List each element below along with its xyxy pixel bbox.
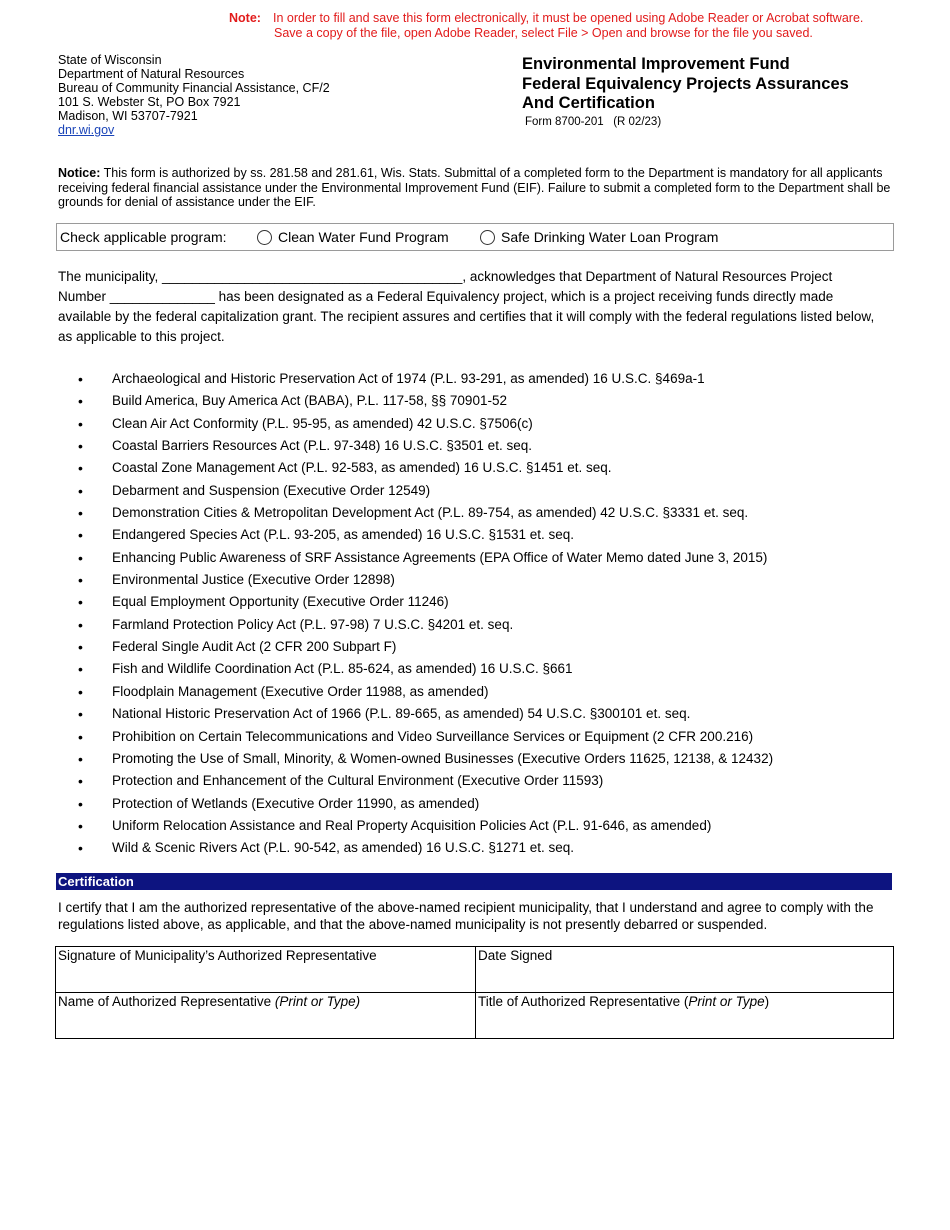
- regulation-item: [75, 480, 915, 502]
- clean-water-radio[interactable]: [257, 229, 449, 245]
- form-number: Form 8700-201 (R 02/23): [525, 116, 662, 128]
- agency-address: [58, 53, 330, 137]
- bullet-icon: •: [78, 683, 83, 700]
- agency-state: State of Wisconsin: [58, 53, 162, 67]
- notice-label: Notice:: [58, 166, 101, 180]
- regulation-text: Demonstration Cities & Metropolitan Development Act (P.L. 89-754, as amended) 42 U.S.C. §3331 et. seq.: [112, 505, 749, 521]
- regulation-item: [75, 658, 915, 680]
- bullet-icon: •: [78, 393, 83, 410]
- form-title: [522, 55, 849, 114]
- note-line-1: In order to fill and save this form electronically, it must be opened using Adobe Reader or Acrobat software.: [273, 11, 864, 25]
- bullet-icon: •: [78, 773, 83, 790]
- title-line-3: And Certification: [522, 94, 655, 112]
- regulation-item: [75, 815, 915, 837]
- project-number-blank[interactable]: ______________: [109, 289, 215, 304]
- bullet-icon: •: [78, 572, 83, 589]
- bullet-icon: •: [78, 840, 83, 857]
- certification-text: I certify that I am the authorized representative of the above-named recipient municipality, that I understand and agree to comply with the regulations listed above, as applicable, and that the above-named municipality is not presently debarred or suspended.: [58, 900, 874, 932]
- regulation-text: Wild & Scenic Rivers Act (P.L. 90-542, as amended) 16 U.S.C. §1271 et. seq.: [112, 840, 574, 856]
- safe-drinking-water-label: Safe Drinking Water Loan Program: [501, 229, 719, 245]
- regulation-item: [75, 793, 915, 815]
- bullet-icon: •: [78, 616, 83, 633]
- regulation-item: [75, 435, 915, 457]
- bullet-icon: •: [78, 639, 83, 656]
- program-label: Check applicable program:: [60, 229, 227, 245]
- regulation-text: Debarment and Suspension (Executive Order 12549): [112, 482, 431, 498]
- regulation-item: [75, 547, 915, 569]
- representative-name-field[interactable]: [56, 993, 476, 1039]
- agency-city: Madison, WI 53707-7921: [58, 109, 198, 123]
- clean-water-label: Clean Water Fund Program: [278, 229, 449, 245]
- regulations-list: [75, 368, 915, 860]
- bullet-icon: •: [78, 505, 83, 522]
- program-selection: [56, 223, 894, 251]
- regulation-item: [75, 524, 915, 546]
- bullet-icon: •: [78, 527, 83, 544]
- regulation-text: Endangered Species Act (P.L. 93-205, as amended) 16 U.S.C. §1531 et. seq.: [112, 527, 575, 543]
- notice-paragraph: [58, 166, 898, 210]
- regulation-text: Floodplain Management (Executive Order 11988, as amended): [112, 683, 489, 699]
- radio-circle-icon[interactable]: [480, 230, 495, 245]
- name-label: Name of Authorized Representative: [58, 994, 275, 1009]
- regulation-text: Archaeological and Historic Preservation Act of 1974 (P.L. 93-291, as amended) 16 U.S.C. §469a-1: [112, 371, 705, 386]
- regulation-item: [75, 726, 915, 748]
- bullet-icon: •: [78, 438, 83, 455]
- bullet-icon: •: [78, 795, 83, 812]
- bullet-icon: •: [78, 594, 83, 611]
- regulation-text: Coastal Barriers Resources Act (P.L. 97-348) 16 U.S.C. §3501 et. seq.: [112, 438, 532, 454]
- regulation-item: [75, 591, 915, 613]
- regulation-item: [75, 457, 915, 479]
- radio-circle-icon[interactable]: [257, 230, 272, 245]
- bullet-icon: •: [78, 750, 83, 767]
- agency-street: 101 S. Webster St, PO Box 7921: [58, 95, 241, 109]
- regulation-item: [75, 368, 915, 390]
- regulation-item: [75, 502, 915, 524]
- regulation-item: [75, 703, 915, 725]
- bullet-icon: •: [78, 460, 83, 477]
- bullet-icon: •: [78, 415, 83, 432]
- title-line-2: Federal Equivalency Projects Assurances: [522, 74, 849, 93]
- signature-field[interactable]: [56, 947, 476, 993]
- certification-heading: Certification: [58, 874, 134, 889]
- bullet-icon: •: [78, 817, 83, 834]
- safe-drinking-water-radio[interactable]: [480, 229, 718, 245]
- regulation-text: Environmental Justice (Executive Order 12898): [112, 572, 395, 588]
- municipality-blank[interactable]: ________________________________________: [162, 269, 463, 284]
- bullet-icon: •: [78, 728, 83, 745]
- signature-table: [55, 946, 894, 1039]
- title-line-1: Environmental Improvement Fund: [522, 55, 790, 73]
- agency-website-link[interactable]: dnr.wi.gov: [58, 123, 115, 137]
- regulation-text: Build America, Buy America Act (BABA), P.L. 117-58, §§ 70901-52: [112, 393, 507, 409]
- bullet-icon: •: [78, 661, 83, 678]
- statement-text-3: has been designated as a Federal Equivalency project, which is a project receiving funds directly made available by the federal capitalization grant. The recipient assures and certifies that it will comply with the federal regulations listed below, as applicable to this project.: [58, 289, 875, 344]
- electronic-form-note: [229, 11, 863, 40]
- regulation-text: Protection of Wetlands (Executive Order 11990, as amended): [112, 795, 480, 811]
- date-signed-label: Date Signed: [478, 948, 553, 963]
- regulation-text: Fish and Wildlife Coordination Act (P.L. 85-624, as amended) 16 U.S.C. §661: [112, 661, 573, 677]
- regulation-item: [75, 413, 915, 435]
- regulation-item: [75, 748, 915, 770]
- regulation-item: [75, 569, 915, 591]
- regulation-item: [75, 390, 915, 412]
- regulation-item: [75, 837, 915, 859]
- note-label: Note:: [229, 11, 261, 25]
- statement-text-1: The municipality,: [58, 269, 163, 284]
- regulation-text: Coastal Zone Management Act (P.L. 92-583, as amended) 16 U.S.C. §1451 et. seq.: [112, 460, 612, 476]
- representative-title-field[interactable]: [476, 993, 894, 1039]
- name-hint: (Print or Type): [274, 994, 361, 1009]
- regulation-text: National Historic Preservation Act of 1966 (P.L. 89-665, as amended) 54 U.S.C. §300101 et. seq.: [112, 706, 691, 722]
- regulation-item: [75, 770, 915, 792]
- regulation-text: Uniform Relocation Assistance and Real Property Acquisition Policies Act (P.L. 91-646, as amended): [112, 817, 712, 833]
- note-line-2: Save a copy of the file, open Adobe Reader, select File > Open and browse for the file you saved.: [274, 25, 813, 40]
- bullet-icon: •: [78, 482, 83, 499]
- regulation-text: Clean Air Act Conformity (P.L. 95-95, as amended) 42 U.S.C. §7506(c): [112, 415, 533, 431]
- regulation-item: [75, 681, 915, 703]
- certification-header: [56, 873, 892, 890]
- bullet-icon: •: [78, 706, 83, 723]
- regulation-item: [75, 614, 915, 636]
- regulation-item: [75, 636, 915, 658]
- municipality-statement: [58, 267, 878, 347]
- notice-text: This form is authorized by ss. 281.58 and 281.61, Wis. Stats. Submittal of a completed form to the Department is mandatory for all applicants receiving federal financial assistance under the Environmental Improvement Fund (EIF). Failure to submit a completed form to the Department shall be grounds for denial of assistance under the EIF.: [58, 166, 891, 209]
- signature-label: Signature of Municipality’s Authorized Representative: [58, 948, 377, 963]
- regulation-text: Protection and Enhancement of the Cultural Environment (Executive Order 11593): [112, 773, 604, 789]
- regulation-text: Equal Employment Opportunity (Executive Order 11246): [112, 594, 449, 610]
- bullet-icon: •: [78, 549, 83, 566]
- title-hint: Print or Type: [688, 994, 765, 1009]
- regulation-text: Federal Single Audit Act (2 CFR 200 Subpart F): [112, 639, 397, 655]
- agency-bureau: Bureau of Community Financial Assistance, CF/2: [58, 81, 330, 95]
- title-close: ): [764, 994, 770, 1009]
- regulation-text: Prohibition on Certain Telecommunications and Video Surveillance Services or Equipment (2 CFR 200.216): [112, 728, 754, 744]
- regulation-text: Enhancing Public Awareness of SRF Assistance Agreements (EPA Office of Water Memo dated June 3, 2015): [112, 549, 768, 565]
- statement-text-2: , acknowledges that Department of Natural Resources Project Number: [58, 269, 833, 304]
- regulation-text: Farmland Protection Policy Act (P.L. 97-98) 7 U.S.C. §4201 et. seq.: [112, 616, 514, 632]
- bullet-icon: •: [78, 371, 83, 387]
- title-label: Title of Authorized Representative (: [478, 994, 689, 1009]
- regulation-text: Promoting the Use of Small, Minority, & Women-owned Businesses (Executive Orders 11625, 12138, & 12432): [112, 750, 774, 766]
- date-signed-field[interactable]: [476, 947, 894, 993]
- agency-department: Department of Natural Resources: [58, 67, 245, 81]
